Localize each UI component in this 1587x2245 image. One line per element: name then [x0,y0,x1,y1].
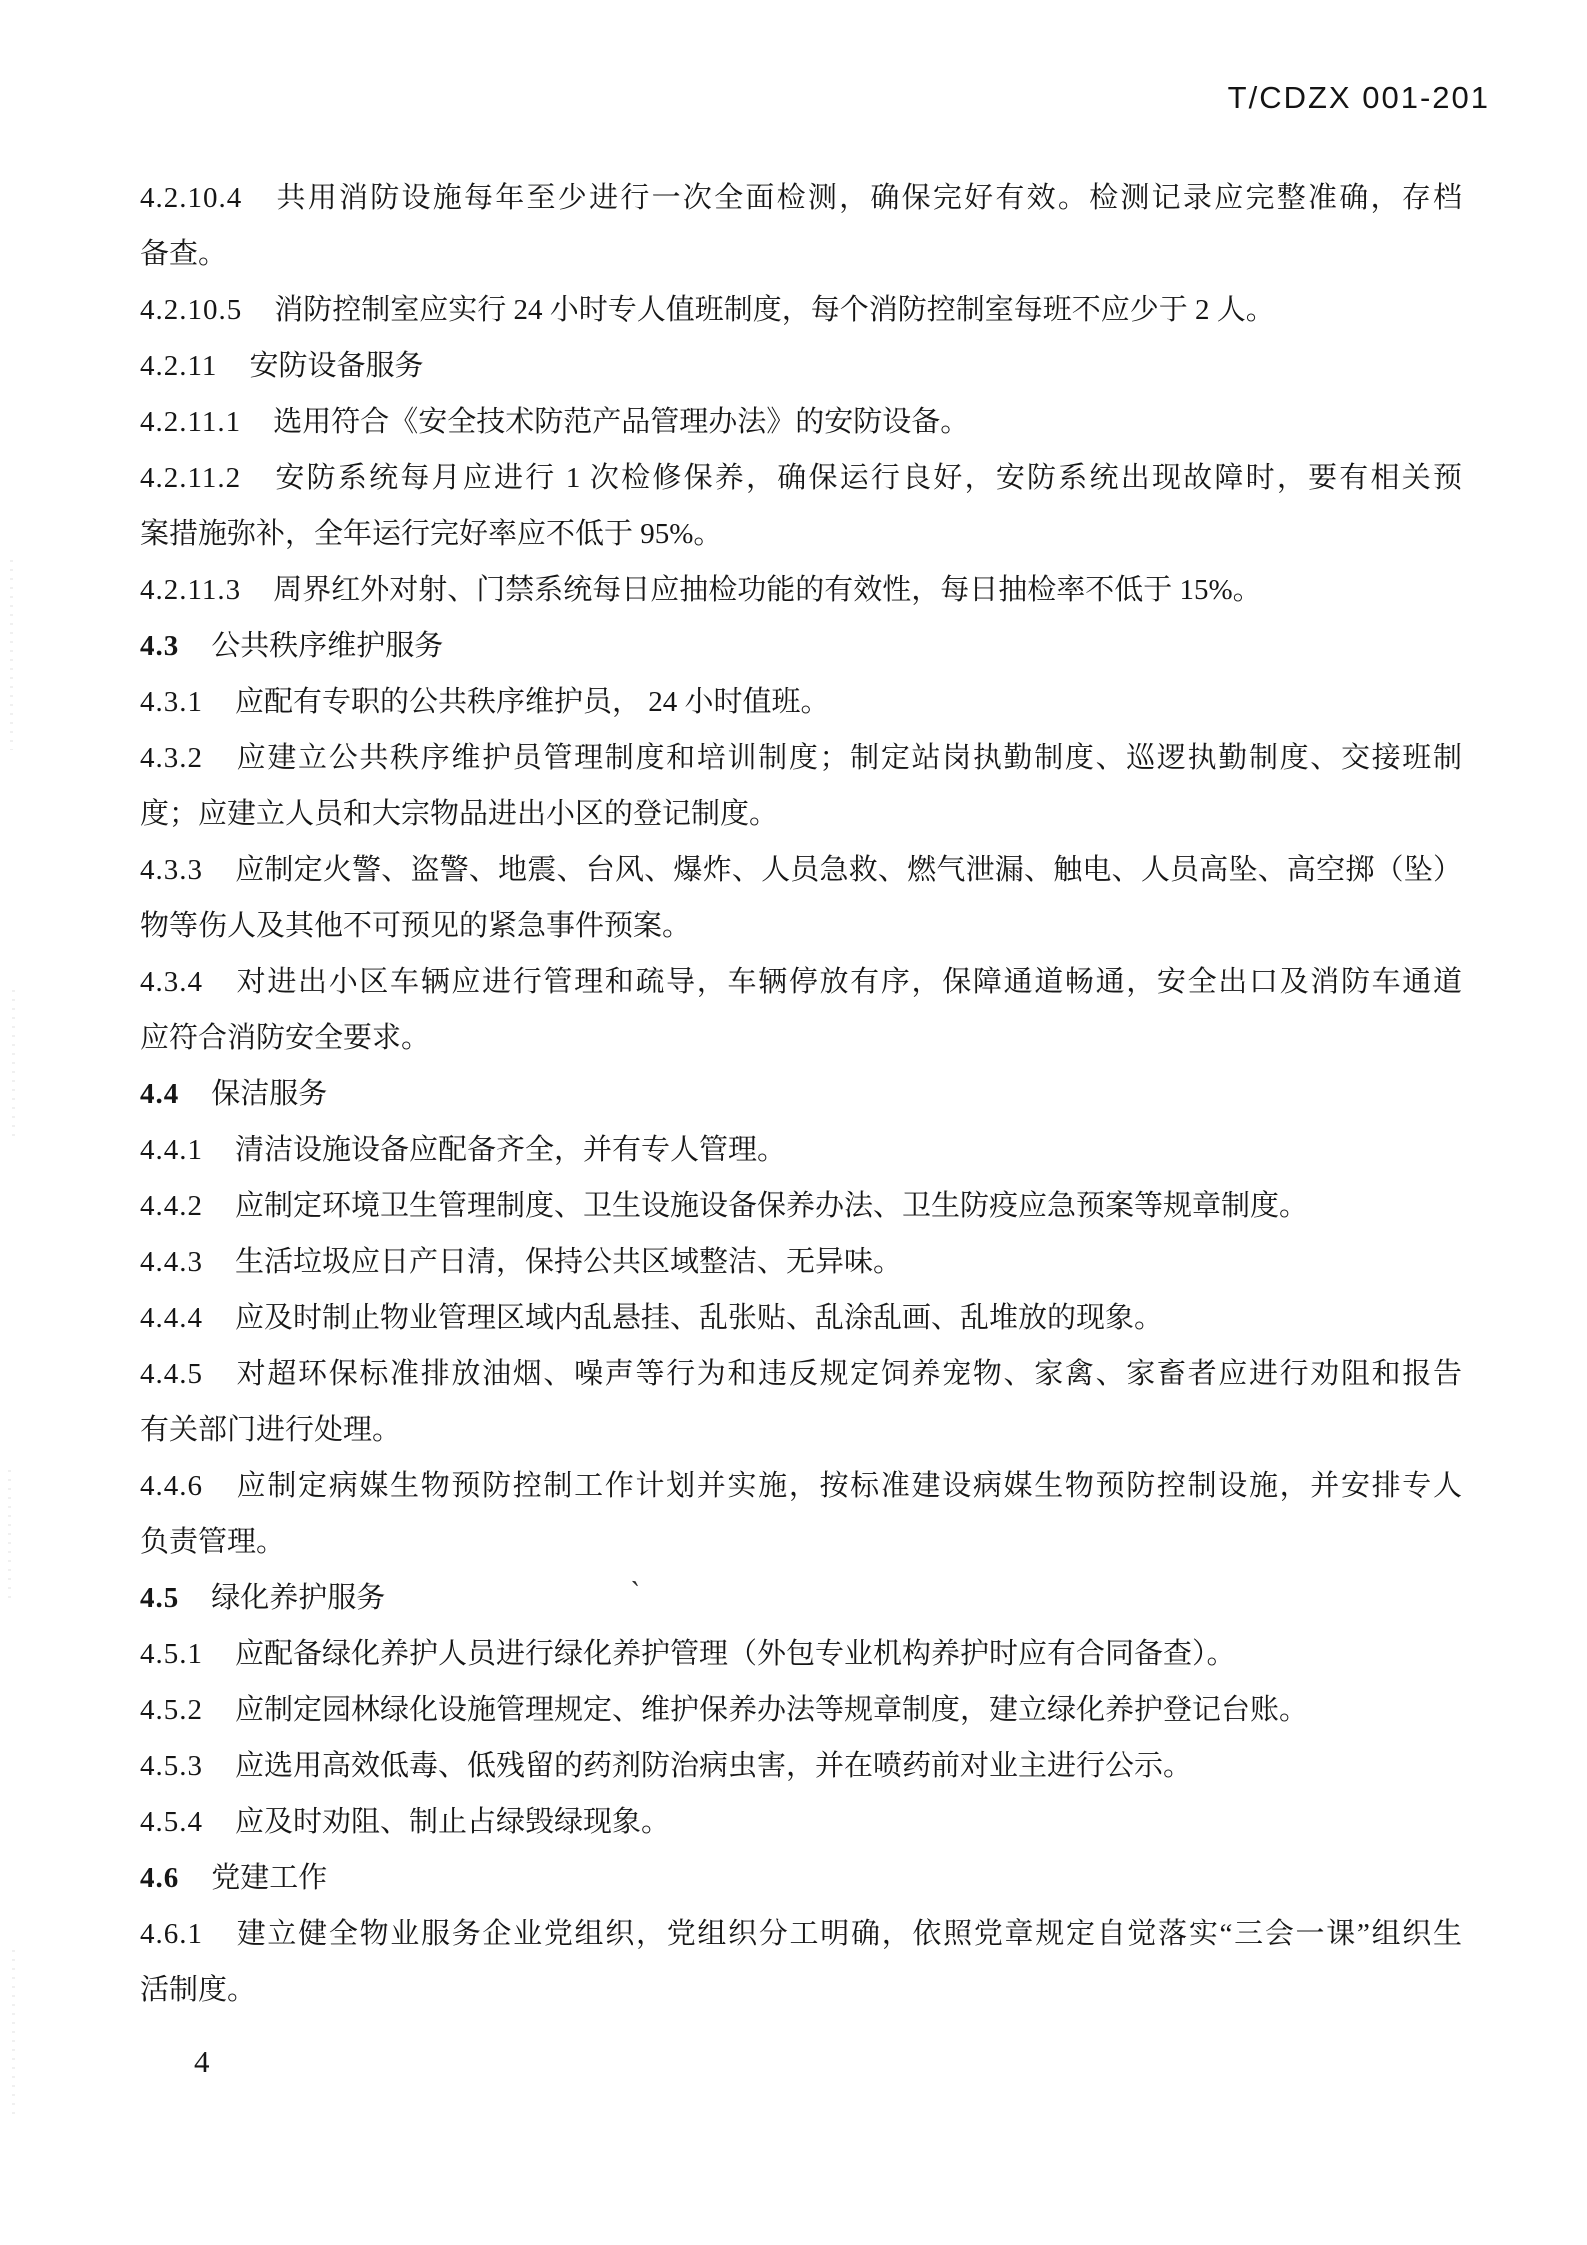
clause-text: 应及时制止物业管理区域内乱悬挂、乱张贴、乱涂乱画、乱堆放的现象。 [235,1302,1164,1334]
clause-continuation-line: 活制度。 [140,1974,257,2006]
clause-line [140,562,1462,618]
clause-text: 周界红外对射、门禁系统每日应抽检功能的有效性，每日抽检率不低于 15%。 [273,574,1262,606]
clause-line [140,1066,1462,1122]
clause-line [140,1682,1462,1738]
clause-text: 保洁服务 [211,1078,328,1110]
clause-line [140,282,1462,338]
clause-line [140,730,1462,786]
clause-continuation-line: 有关部门进行处理。 [140,1414,402,1446]
clause-text: 应及时劝阻、制止占绿毁绿现象。 [235,1806,671,1838]
clause-continuation-line: 备查。 [140,238,228,270]
clause-text: 选用符合《安全技术防范产品管理办法》的安防设备。 [273,406,970,438]
clause-number: 4.2.11.2 [140,462,242,494]
clause-number: 4.2.10.4 [140,182,243,214]
clause-text: 党建工作 [211,1862,328,1894]
clause-line [140,450,1462,506]
clause-line [140,1178,1462,1234]
clause-line [140,1346,1462,1402]
clause-line [140,170,1462,226]
clause-number: 4.6 [140,1862,180,1894]
clause-number: 4.4.6 [140,1470,203,1502]
clause-text: 安防设备服务 [249,350,424,382]
scan-noise [12,990,28,1140]
clause-line [140,1570,1462,1626]
clause-number: 4.3.1 [140,686,203,718]
clause-line [140,1290,1462,1346]
standard-code-header: T/CDZX 001-201 [1227,80,1490,115]
clause-continuation-line: 案措施弥补，全年运行完好率应不低于 95%。 [140,518,723,550]
page-number: 4 [194,2044,210,2079]
clause-number: 4.4.1 [140,1134,203,1166]
clause-text: 共用消防设施每年至少进行一次全面检测，确保完好有效。检测记录应完整准确，存档 [274,182,1462,214]
clause-line [140,618,1462,674]
clause-line [140,1626,1462,1682]
clause-line [140,1906,1462,1962]
clause-text: 消防控制室应实行 24 小时专人值班制度，每个消防控制室每班不应少于 2 人。 [274,294,1275,326]
clause-text: 清洁设施设备应配备齐全，并有专人管理。 [235,1134,787,1166]
clause-number: 4.2.11.3 [140,574,242,606]
clause-number: 4.3 [140,630,180,662]
clause-number: 4.2.11 [140,350,218,382]
clause-text: 公共秩序维护服务 [211,630,444,662]
clause-line [140,1850,1462,1906]
clause-line [140,1234,1462,1290]
clause-text: 对进出小区车辆应进行管理和疏导，车辆停放有序，保障通道畅通，安全出口及消防车通道 [235,966,1462,998]
clause-number: 4.3.3 [140,854,203,886]
clause-text: 对超环保标准排放油烟、噪声等行为和违反规定饲养宠物、家禽、家畜者应进行劝阻和报告 [235,1358,1462,1390]
clause-text: 安防系统每月应进行 1 次检修保养，确保运行良好，安防系统出现故障时，要有相关预 [273,462,1462,494]
clause-line [140,842,1462,898]
clause-continuation-line: 应符合消防安全要求。 [140,1022,431,1054]
clause-text: 应选用高效低毒、低残留的药剂防治病虫害，并在喷药前对业主进行公示。 [235,1750,1193,1782]
clause-number: 4.5.4 [140,1806,203,1838]
clause-line [140,1458,1462,1514]
clause-line [140,1738,1462,1794]
clause-line [140,1794,1462,1850]
scan-noise [12,1950,28,2120]
clause-number: 4.5.2 [140,1694,203,1726]
clause-number: 4.3.2 [140,742,203,774]
clause-number: 4.2.11.1 [140,406,242,438]
clause-line [140,674,1462,730]
clause-continuation-line: 物等伤人及其他不可预见的紧急事件预案。 [140,910,692,942]
clause-text: 生活垃圾应日产日清，保持公共区域整洁、无异味。 [235,1246,903,1278]
clause-text: 绿化养护服务 [211,1582,386,1614]
clause-line [140,954,1462,1010]
clause-continuation-line: 负责管理。 [140,1526,286,1558]
clause-number: 4.4.2 [140,1190,203,1222]
clause-text: 应配有专职的公共秩序维护员， 24 小时值班。 [235,686,830,718]
clause-number: 4.5 [140,1582,180,1614]
clause-text: 应制定环境卫生管理制度、卫生设施设备保养办法、卫生防疫应急预案等规章制度。 [235,1190,1309,1222]
clause-text: 应制定园林绿化设施管理规定、维护保养办法等规章制度，建立绿化养护登记台账。 [235,1694,1309,1726]
scan-noise [10,560,26,750]
clause-text: 应建立公共秩序维护员管理制度和培训制度；制定站岗执勤制度、巡逻执勤制度、交接班制 [235,742,1462,774]
clause-text: 应制定病媒生物预防控制工作计划并实施，按标准建设病媒生物预防控制设施，并安排专人 [235,1470,1462,1502]
scan-artifact-tick: ` [626,1575,642,1610]
clause-number: 4.5.1 [140,1638,203,1670]
clause-line [140,1122,1462,1178]
document-body [140,170,1462,2018]
clause-number: 4.6.1 [140,1918,203,1950]
clause-line [140,394,1462,450]
clause-text: 建立健全物业服务企业党组织，党组织分工明确，依照党章规定自觉落实“三会一课”组织生 [235,1918,1462,1950]
scan-noise [8,1470,24,1600]
clause-text: 应配备绿化养护人员进行绿化养护管理（外包专业机构养护时应有合同备查）。 [235,1638,1236,1670]
clause-text: 应制定火警、盗警、地震、台风、爆炸、人员急救、燃气泄漏、触电、人员高坠、高空掷（坠） [235,854,1462,886]
clause-number: 4.2.10.5 [140,294,243,326]
clause-number: 4.3.4 [140,966,203,998]
clause-number: 4.5.3 [140,1750,203,1782]
clause-number: 4.4 [140,1078,180,1110]
clause-number: 4.4.5 [140,1358,203,1390]
clause-number: 4.4.3 [140,1246,203,1278]
clause-number: 4.4.4 [140,1302,203,1334]
clause-line [140,338,1462,394]
clause-continuation-line: 度；应建立人员和大宗物品进出小区的登记制度。 [140,798,779,830]
